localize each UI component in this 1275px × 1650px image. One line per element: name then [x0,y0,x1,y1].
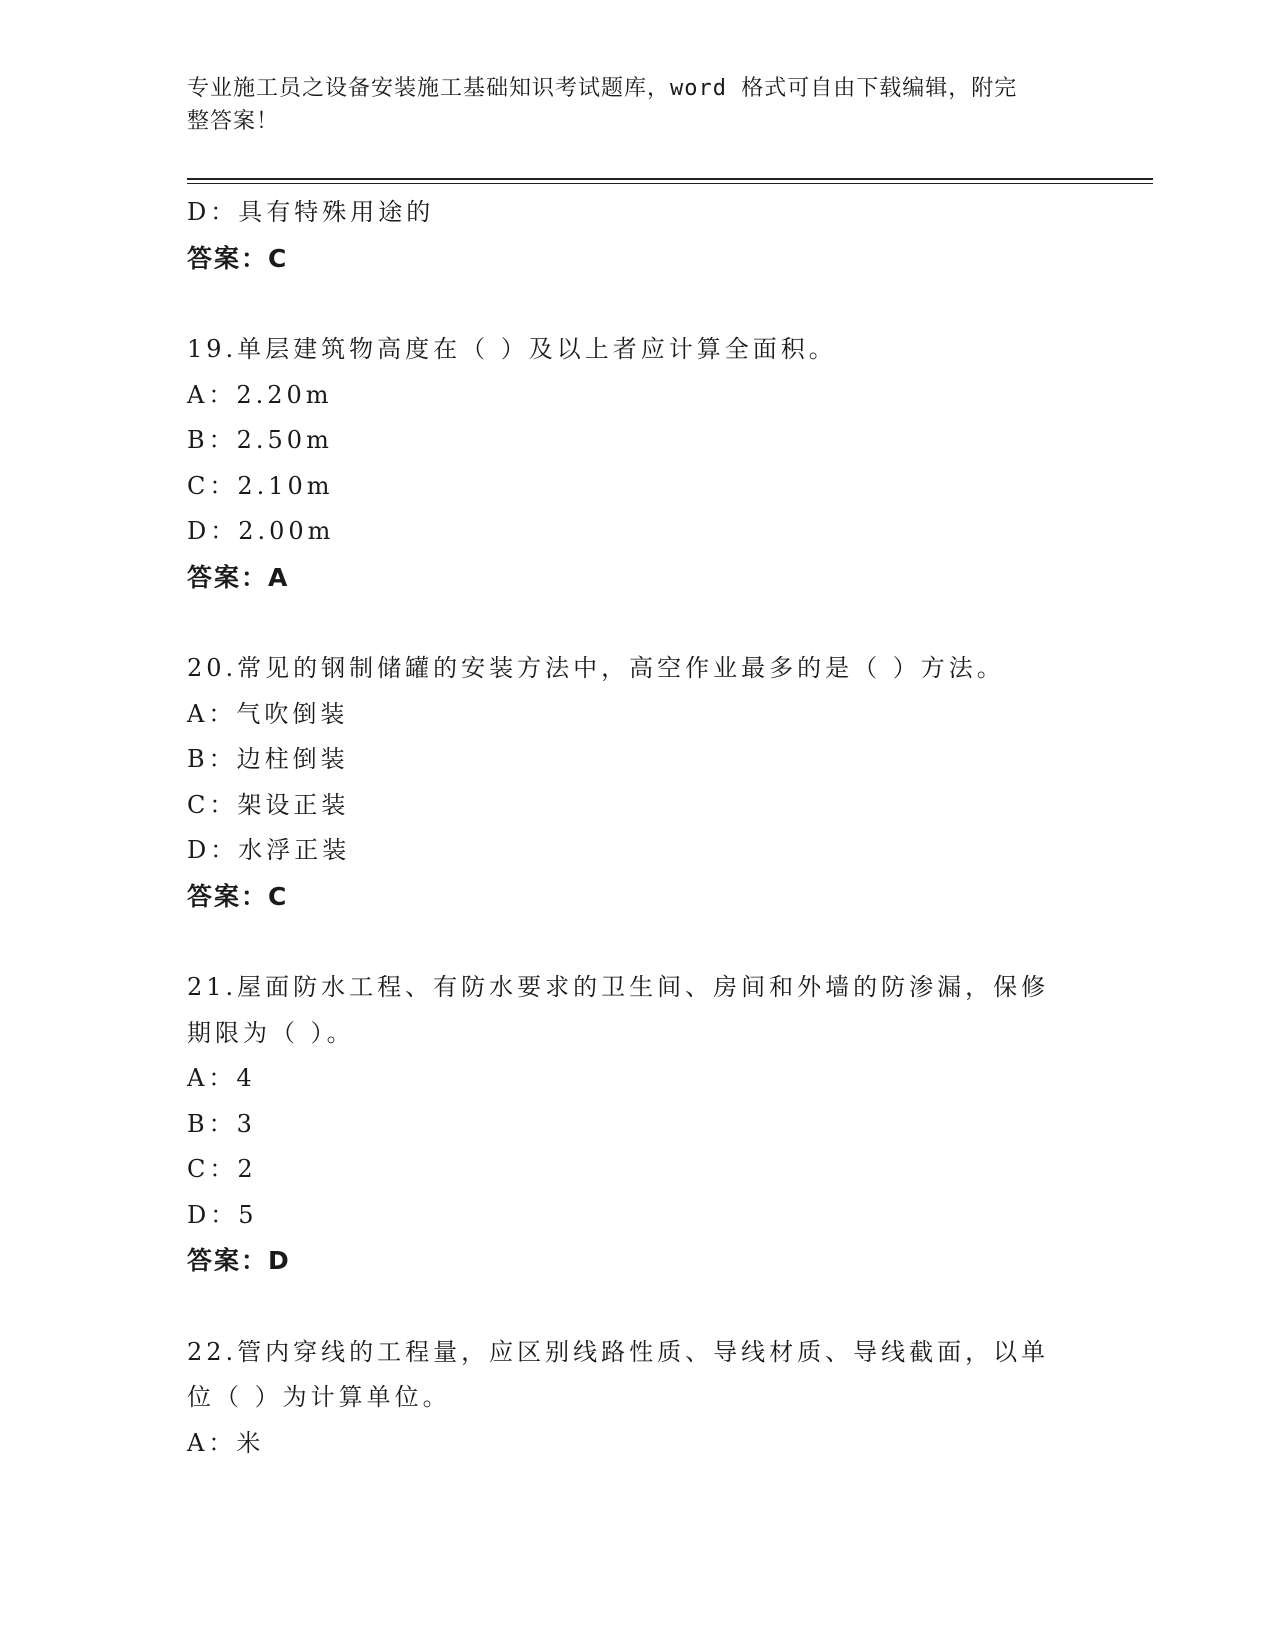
option-b: B：2.50m [187,426,333,454]
document-header [187,72,1067,138]
question-20 [187,646,1087,919]
option-c: C：2.10m [187,471,334,500]
question-stem-line-2: 位（ ）为计算单位。 [187,1383,451,1411]
document-body [187,190,1087,1466]
question-stem: 19.单层建筑物高度在（ ）及以上者应计算全面积。 [187,335,837,363]
option-a: A：气吹倒装 [187,699,349,728]
question-stem-line-2: 期限为（ ）。 [187,1018,355,1047]
question-19 [187,327,1087,600]
option-c: C：架设正装 [187,790,350,819]
header-line-2: 整答案！ [187,109,280,134]
option-d: D：5 [187,1200,258,1229]
question-18-tail [187,190,1087,281]
header-divider-thick [187,178,1153,180]
option-b: B：3 [187,1109,256,1138]
option-d: D：2.00m [187,517,335,545]
header-divider-thin [187,183,1153,184]
option-a: A：4 [187,1064,256,1092]
question-stem-line-1: 22.管内穿线的工程量，应区别线路性质、导线材质、导线截面，以单 [187,1337,1050,1366]
option-d: D：水浮正装 [187,836,351,864]
answer: 答案：D [187,1246,291,1275]
option-a: A：2.20m [187,380,333,409]
option-d: D：具有特殊用途的 [187,198,435,226]
answer: 答案：C [187,243,289,273]
answer: 答案：A [187,562,290,592]
option-c: C：2 [187,1155,257,1183]
question-stem: 20.常见的钢制储罐的安装方法中，高空作业最多的是（ ）方法。 [187,654,1005,682]
option-a: A：米 [187,1428,265,1457]
question-22 [187,1330,1087,1467]
question-stem-line-1: 21.屋面防水工程、有防水要求的卫生间、房间和外墙的防渗漏，保修 [187,973,1050,1001]
question-21 [187,965,1087,1284]
option-b: B：边柱倒装 [187,745,349,773]
answer: 答案：C [187,881,289,911]
header-line-1: 专业施工员之设备安装施工基础知识考试题库，word 格式可自由下载编辑，附完 [187,76,1018,101]
